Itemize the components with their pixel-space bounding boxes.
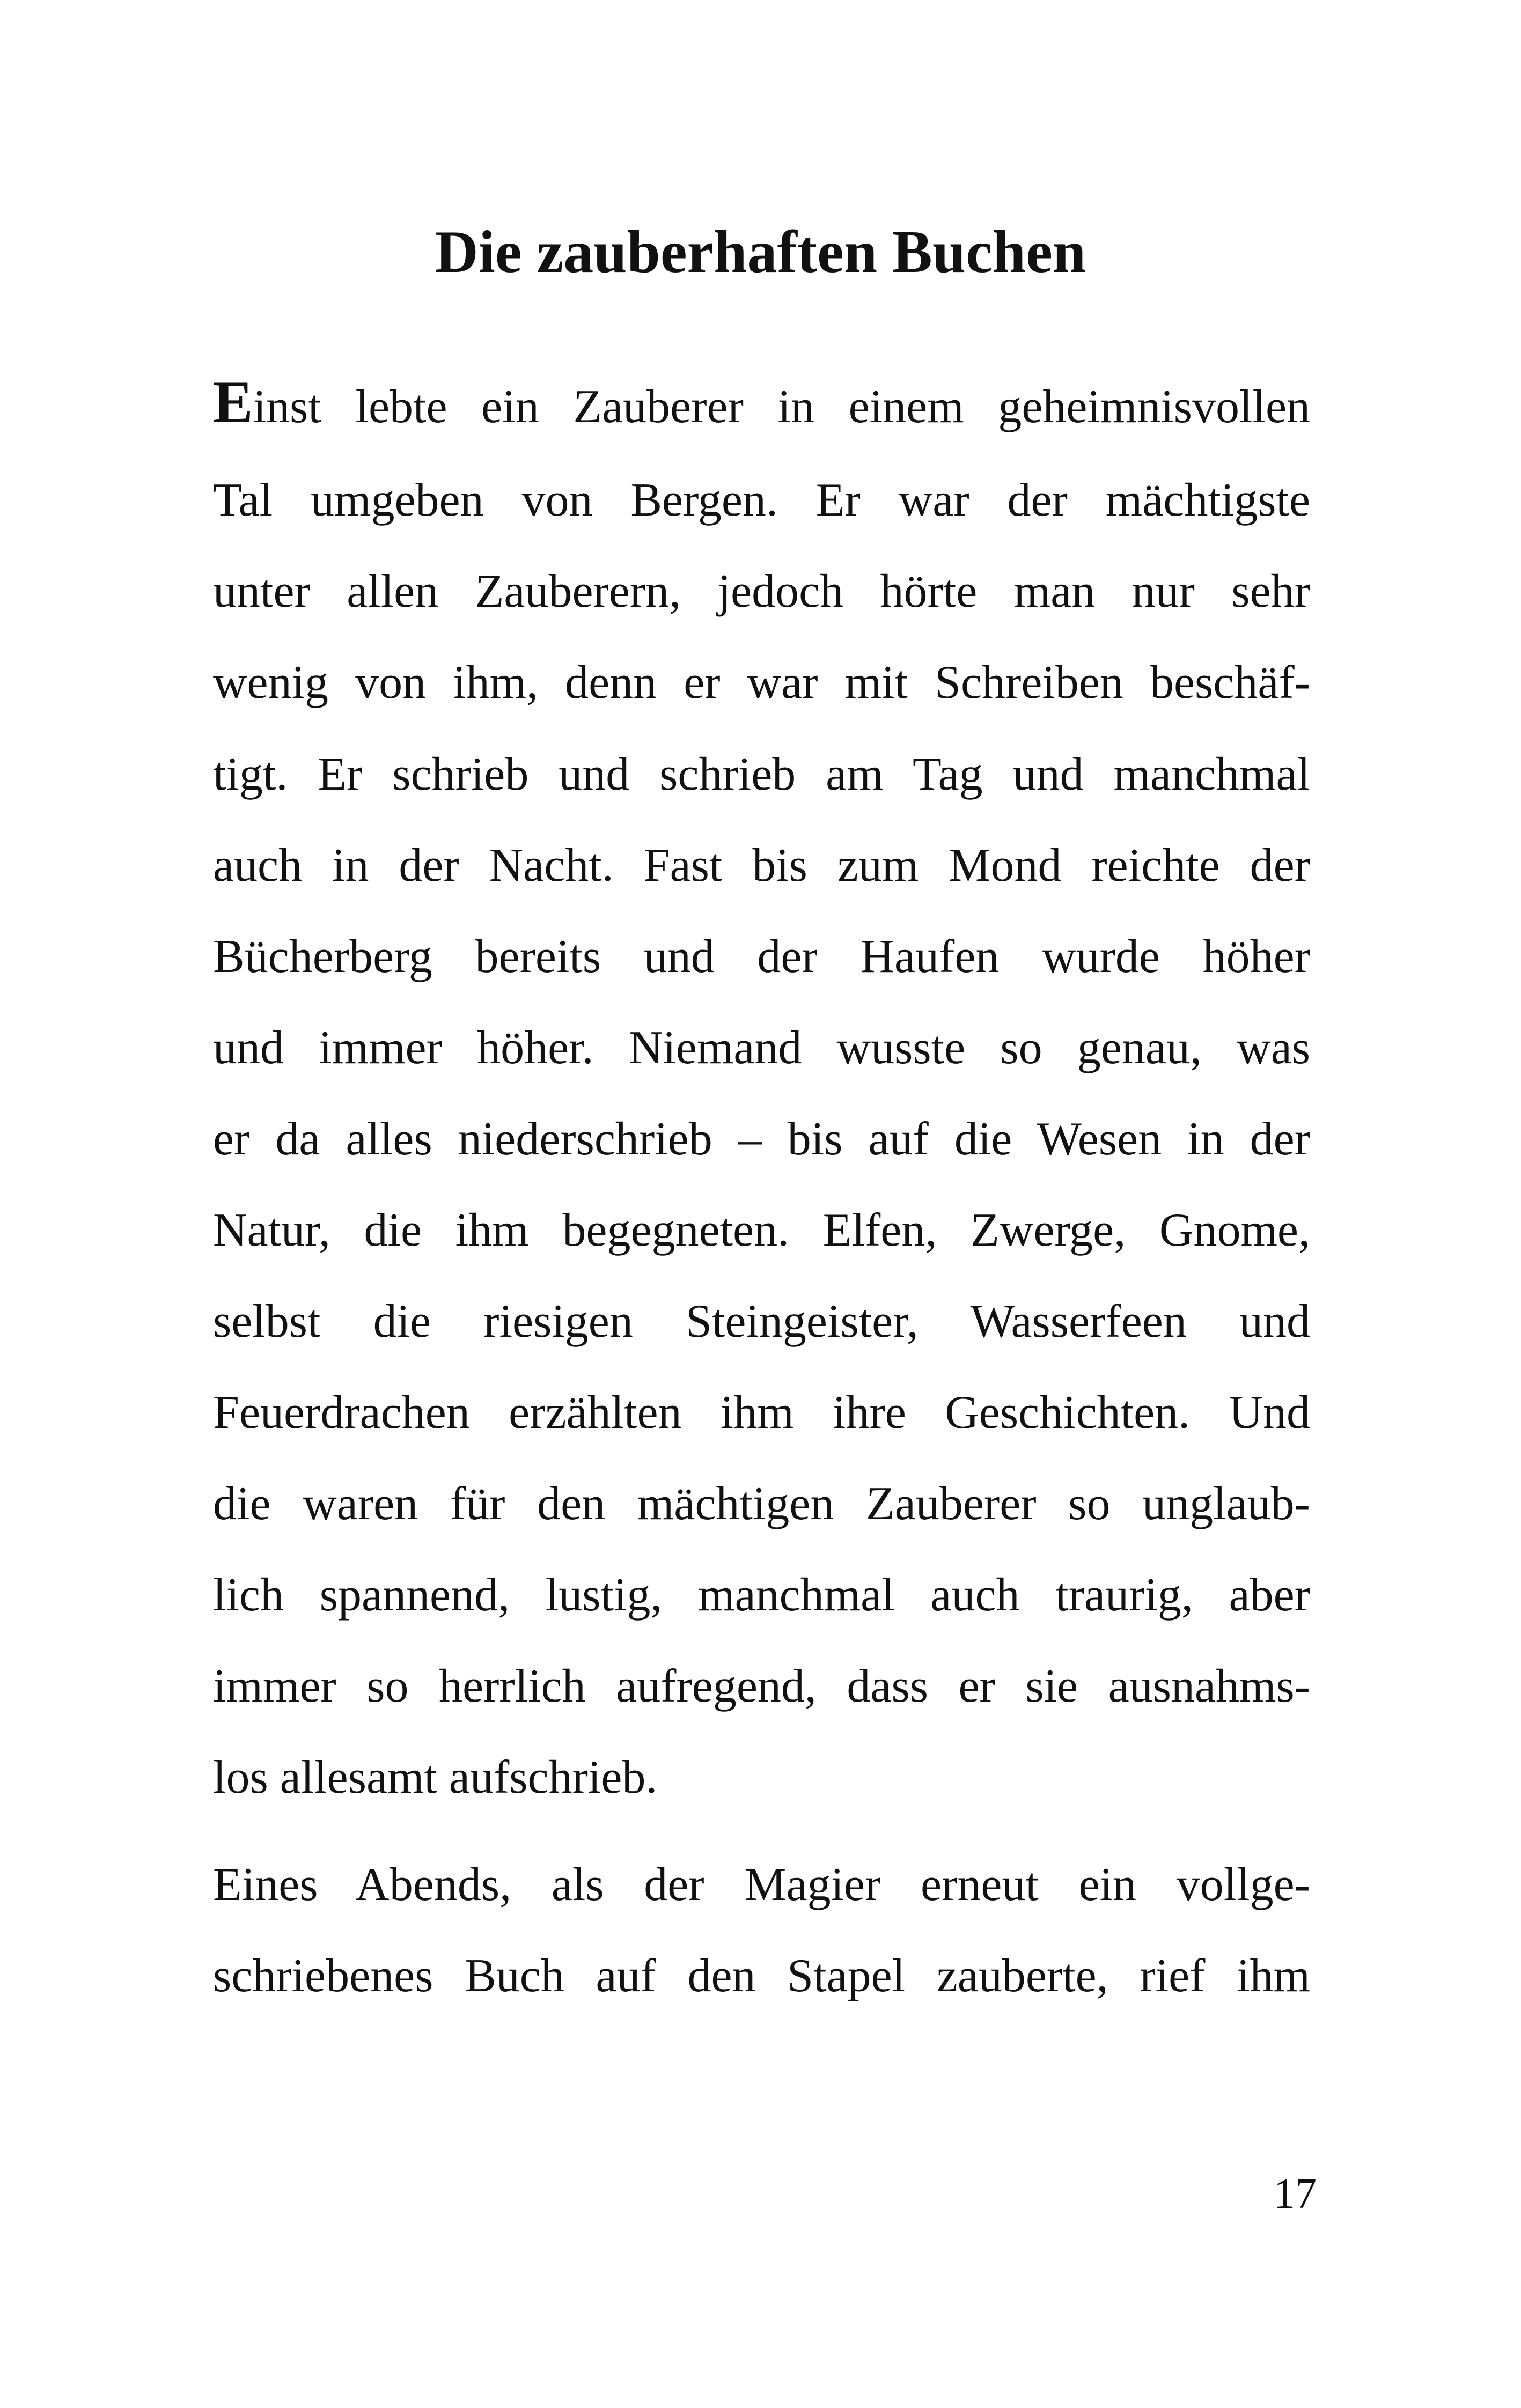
text-line: Tal umgeben von Bergen. Er war der mächtigste [213, 474, 1310, 526]
text-line: selbst die riesigen Steingeister, Wasserfeen und [213, 1295, 1310, 1347]
text-line: lich spannend, lustig, manchmal auch traurig, aber [213, 1569, 1310, 1621]
text-line: die waren für den mächtigen Zauberer so unglaub- [213, 1478, 1310, 1530]
text-line: schriebenes Buch auf den Stapel zauberte, rief ihm [213, 1950, 1310, 2002]
text-line: und immer höher. Niemand wusste so genau, was [213, 1022, 1310, 1074]
drop-cap: E [213, 369, 253, 436]
text-line: Natur, die ihm begegneten. Elfen, Zwerge, Gnome, [213, 1204, 1310, 1256]
text-line: Eines Abends, als der Magier erneut ein vollge- [213, 1859, 1310, 1911]
text-line: Bücherberg bereits und der Haufen wurde höher [213, 931, 1310, 983]
page-number: 17 [1274, 2170, 1317, 2218]
chapter-title: Die zauberhaften Buchen [435, 219, 1086, 285]
text-line: auch in der Nacht. Fast bis zum Mond reichte der [213, 840, 1310, 892]
text-line: Feuerdrachen erzählten ihm ihre Geschichten. Und [213, 1387, 1310, 1439]
text-line: los allesamt aufschrieb. [213, 1751, 658, 1803]
text-line: wenig von ihm, denn er war mit Schreiben beschäf- [213, 657, 1310, 709]
text-line: unter allen Zauberern, jedoch hörte man nur sehr [213, 565, 1310, 617]
text-line: tigt. Er schrieb und schrieb am Tag und manchmal [213, 748, 1310, 800]
text-line [213, 370, 1310, 435]
first-line-text: inst lebte ein Zauberer in einem geheimnisvollen [253, 381, 1310, 433]
text-line: er da alles niederschrieb – bis auf die Wesen in der [213, 1113, 1310, 1165]
text-line: immer so herrlich aufregend, dass er sie ausnahms- [213, 1660, 1310, 1712]
